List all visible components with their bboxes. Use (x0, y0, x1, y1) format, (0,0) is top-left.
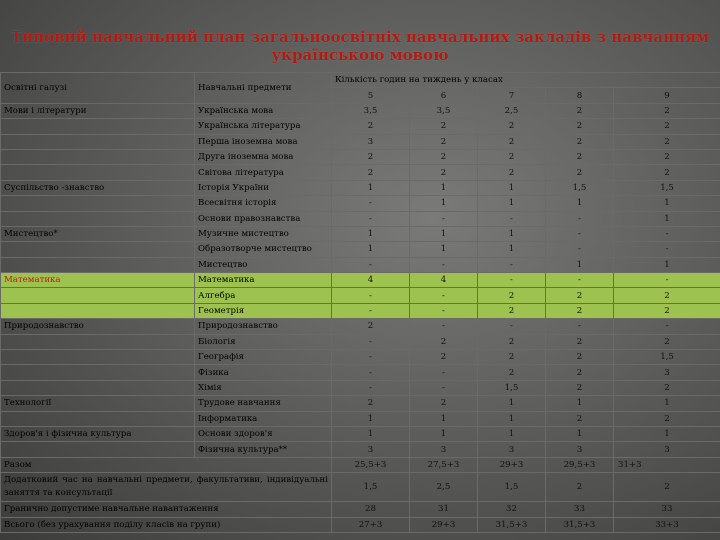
area-cell (1, 242, 195, 257)
area-cell (1, 149, 195, 164)
table-row (1, 196, 720, 211)
subject-cell: Українська література (195, 119, 332, 134)
hours-cell: 1 (332, 242, 410, 257)
grade-header: 8 (546, 88, 614, 103)
hours-cell: 1 (546, 196, 614, 211)
subject-cell: Образотворче мистецтво (195, 242, 332, 257)
hours-cell: 3 (332, 442, 410, 457)
table-row (1, 288, 720, 303)
hours-cell: 2 (546, 365, 614, 380)
hours-cell: 1 (332, 426, 410, 441)
table-row (1, 334, 720, 349)
table-row (1, 257, 720, 272)
hours-cell: 2 (478, 334, 546, 349)
area-cell (1, 303, 195, 318)
table-row (1, 242, 720, 257)
area-cell (1, 350, 195, 365)
grand-total-cell: 29+3 (410, 517, 478, 532)
area-cell (1, 165, 195, 180)
hours-cell: - (332, 288, 410, 303)
grand-total-cell: 31,5+3 (478, 517, 546, 532)
max-load-label: Гранично допустиме навчальне навантаження (1, 502, 332, 517)
max-load-cell: 28 (332, 502, 410, 517)
hours-cell: 2 (410, 334, 478, 349)
hours-cell: 2 (478, 350, 546, 365)
hours-cell: 2 (546, 334, 614, 349)
subject-cell: Інформатика (195, 411, 332, 426)
table-row (1, 273, 720, 288)
subject-cell: Світова література (195, 165, 332, 180)
subject-cell: Друга іноземна мова (195, 149, 332, 164)
hours-cell: 1 (546, 396, 614, 411)
hours-cell: 1 (478, 242, 546, 257)
hours-cell: 2 (546, 288, 614, 303)
hours-cell: - (614, 242, 720, 257)
area-cell (1, 134, 195, 149)
subject-cell: Алгебра (195, 288, 332, 303)
hours-cell: - (410, 257, 478, 272)
area-cell (1, 380, 195, 395)
table-row (1, 319, 720, 334)
area-cell: Технології (1, 396, 195, 411)
hours-cell: 2 (410, 149, 478, 164)
hours-cell: - (332, 350, 410, 365)
hours-cell: 2 (332, 149, 410, 164)
hours-cell: 1 (478, 411, 546, 426)
hours-cell: 2 (614, 303, 720, 318)
table-row (1, 365, 720, 380)
hours-cell: 1 (478, 226, 546, 241)
area-cell (1, 288, 195, 303)
hours-cell: 2 (614, 334, 720, 349)
hours-cell: - (546, 242, 614, 257)
hours-cell: 2 (410, 350, 478, 365)
header-subject: Навчальні предмети (195, 73, 332, 104)
max-load-cell: 31 (410, 502, 478, 517)
hours-cell: 2 (614, 288, 720, 303)
hours-cell: 2 (332, 319, 410, 334)
grand-total-cell: 33+3 (614, 517, 720, 532)
hours-cell: - (410, 303, 478, 318)
hours-cell: 1 (546, 257, 614, 272)
hours-cell: - (614, 226, 720, 241)
hours-cell: 2 (614, 380, 720, 395)
subject-cell: Музичне мистецтво (195, 226, 332, 241)
hours-cell: - (332, 303, 410, 318)
hours-cell: 2 (546, 380, 614, 395)
area-cell (1, 196, 195, 211)
subject-cell: Історія України (195, 180, 332, 195)
hours-cell: 2 (332, 396, 410, 411)
hours-cell: 2 (546, 149, 614, 164)
hours-cell: 1 (410, 180, 478, 195)
hours-cell: - (546, 319, 614, 334)
hours-cell: 1 (614, 426, 720, 441)
hours-cell: 4 (410, 273, 478, 288)
total-cell: 29+3 (478, 457, 546, 472)
area-cell: Природознавство (1, 319, 195, 334)
subject-cell: Геометрія (195, 303, 332, 318)
grade-header: 6 (410, 88, 478, 103)
max-load-cell: 33 (546, 502, 614, 517)
hours-cell: 2 (478, 134, 546, 149)
header-row (1, 73, 720, 88)
area-cell: Математика (1, 273, 195, 288)
total-label: Разом (1, 457, 332, 472)
table-row (1, 180, 720, 195)
hours-cell: - (410, 211, 478, 226)
table-row (1, 211, 720, 226)
hours-cell: 3 (546, 442, 614, 457)
table-row (1, 134, 720, 149)
subject-cell: Природознавство (195, 319, 332, 334)
hours-cell: 2,5 (478, 103, 546, 118)
grand-total-cell: 31,5+3 (546, 517, 614, 532)
hours-cell: 2 (410, 165, 478, 180)
max-load-cell: 33 (614, 502, 720, 517)
grand-total-label: Всього (без урахування поділу класів на групи) (1, 517, 332, 532)
header-area: Освітні галузі (1, 73, 195, 104)
hours-cell: 2 (332, 119, 410, 134)
area-cell (1, 442, 195, 457)
hours-cell: 1 (478, 196, 546, 211)
hours-cell: 2 (614, 134, 720, 149)
hours-cell: 1 (478, 396, 546, 411)
subject-cell: Біологія (195, 334, 332, 349)
hours-cell: 2 (546, 411, 614, 426)
max-load-cell: 32 (478, 502, 546, 517)
subject-cell: Хімія (195, 380, 332, 395)
hours-cell: 2 (614, 411, 720, 426)
hours-cell: 2 (614, 119, 720, 134)
hours-cell: - (410, 380, 478, 395)
hours-cell: 1 (614, 396, 720, 411)
hours-cell: 3 (478, 442, 546, 457)
hours-cell: - (410, 288, 478, 303)
grade-header: 5 (332, 88, 410, 103)
hours-cell: - (332, 380, 410, 395)
max-load-row (1, 502, 720, 517)
subject-cell: Основи правознавства (195, 211, 332, 226)
area-cell (1, 334, 195, 349)
grand-total-row (1, 517, 720, 532)
hours-cell: 2 (614, 149, 720, 164)
area-cell (1, 119, 195, 134)
hours-cell: 2 (546, 134, 614, 149)
hours-cell: 2 (410, 134, 478, 149)
hours-cell: 1 (410, 242, 478, 257)
hours-cell: - (332, 211, 410, 226)
table-row (1, 396, 720, 411)
area-cell: Мистецтво* (1, 226, 195, 241)
hours-cell: 1 (614, 257, 720, 272)
hours-cell: 1 (410, 196, 478, 211)
curriculum-table (0, 72, 720, 533)
grade-header: 9 (614, 88, 720, 103)
hours-cell: 2 (478, 119, 546, 134)
subject-cell: Українська мова (195, 103, 332, 118)
area-cell: Суспільство -знавство (1, 180, 195, 195)
hours-cell: 3 (332, 134, 410, 149)
hours-cell: - (478, 273, 546, 288)
hours-cell: 2 (478, 165, 546, 180)
total-cell: 27,5+3 (410, 457, 478, 472)
additional-cell: 2 (546, 473, 614, 502)
hours-cell: 1 (410, 426, 478, 441)
hours-cell: 2 (478, 303, 546, 318)
table-row (1, 411, 720, 426)
hours-cell: - (614, 273, 720, 288)
subject-cell: Перша іноземна мова (195, 134, 332, 149)
hours-cell: - (332, 365, 410, 380)
hours-cell: 2 (410, 396, 478, 411)
hours-cell: 1 (614, 196, 720, 211)
area-cell (1, 211, 195, 226)
hours-cell: 1 (332, 180, 410, 195)
grade-header: 7 (478, 88, 546, 103)
subject-cell: Математика (195, 273, 332, 288)
page-title: Типовий навчальний план загальноосвітніх навчальних закладів з навчанням українською мовою (10, 28, 710, 64)
subject-cell: Мистецтво (195, 257, 332, 272)
hours-cell: 2 (546, 103, 614, 118)
hours-cell: 1 (410, 411, 478, 426)
additional-label: Додатковий час на навчальні предмети, факультативи, індивідуальні заняття та консультації (1, 473, 332, 502)
hours-cell: 2 (410, 119, 478, 134)
hours-cell: 2 (478, 288, 546, 303)
hours-cell: 1,5 (614, 350, 720, 365)
hours-cell: 2 (546, 350, 614, 365)
hours-cell: - (546, 211, 614, 226)
hours-cell: - (478, 211, 546, 226)
hours-cell: 1,5 (478, 380, 546, 395)
hours-cell: - (410, 319, 478, 334)
total-cell: 29,5+3 (546, 457, 614, 472)
additional-row (1, 473, 720, 502)
additional-cell: 1,5 (332, 473, 410, 502)
subject-cell: Всесвітня історія (195, 196, 332, 211)
hours-cell: - (410, 365, 478, 380)
hours-cell: 1 (478, 426, 546, 441)
additional-cell: 1,5 (478, 473, 546, 502)
area-cell (1, 365, 195, 380)
table-row (1, 303, 720, 318)
hours-cell: - (478, 257, 546, 272)
hours-cell: 1,5 (546, 180, 614, 195)
subject-cell: Географія (195, 350, 332, 365)
hours-cell: - (478, 319, 546, 334)
hours-cell: 2 (478, 149, 546, 164)
hours-cell: 3,5 (410, 103, 478, 118)
additional-cell: 2,5 (410, 473, 478, 502)
table-row (1, 165, 720, 180)
table-row (1, 226, 720, 241)
total-extra-cell: 31+3 (614, 457, 720, 472)
table-row (1, 442, 720, 457)
subject-cell: Фізика (195, 365, 332, 380)
subject-cell: Трудове навчання (195, 396, 332, 411)
hours-cell: 1 (546, 426, 614, 441)
area-cell (1, 411, 195, 426)
area-cell (1, 257, 195, 272)
hours-cell: 2 (614, 103, 720, 118)
table-row (1, 350, 720, 365)
table-row (1, 103, 720, 118)
hours-cell: - (332, 196, 410, 211)
hours-cell: 3,5 (332, 103, 410, 118)
hours-cell: - (332, 334, 410, 349)
hours-cell: - (614, 319, 720, 334)
table-row (1, 380, 720, 395)
hours-cell: 1 (410, 226, 478, 241)
additional-cell: 2 (614, 473, 720, 502)
area-cell: Здоров'я і фізична культура (1, 426, 195, 441)
hours-cell: - (332, 257, 410, 272)
table-row (1, 149, 720, 164)
hours-cell: 3 (614, 365, 720, 380)
hours-cell: - (546, 226, 614, 241)
hours-cell: 1 (332, 411, 410, 426)
hours-cell: 2 (546, 119, 614, 134)
hours-cell: 2 (614, 165, 720, 180)
hours-cell: 1 (614, 211, 720, 226)
hours-cell: 4 (332, 273, 410, 288)
hours-cell: 1,5 (614, 180, 720, 195)
header-hours: Кількість годин на тиждень у класах (332, 73, 720, 88)
hours-cell: - (546, 273, 614, 288)
hours-cell: 2 (546, 303, 614, 318)
hours-cell: 3 (614, 442, 720, 457)
total-row (1, 457, 720, 472)
hours-cell: 1 (332, 226, 410, 241)
hours-cell: 3 (410, 442, 478, 457)
grand-total-cell: 27+3 (332, 517, 410, 532)
table-row (1, 426, 720, 441)
subject-cell: Фізична культура** (195, 442, 332, 457)
hours-cell: 1 (478, 180, 546, 195)
total-cell: 25,5+3 (332, 457, 410, 472)
area-cell: Мови і літератури (1, 103, 195, 118)
hours-cell: 2 (478, 365, 546, 380)
subject-cell: Основи здоров'я (195, 426, 332, 441)
hours-cell: 2 (332, 165, 410, 180)
table-row (1, 119, 720, 134)
hours-cell: 2 (546, 165, 614, 180)
